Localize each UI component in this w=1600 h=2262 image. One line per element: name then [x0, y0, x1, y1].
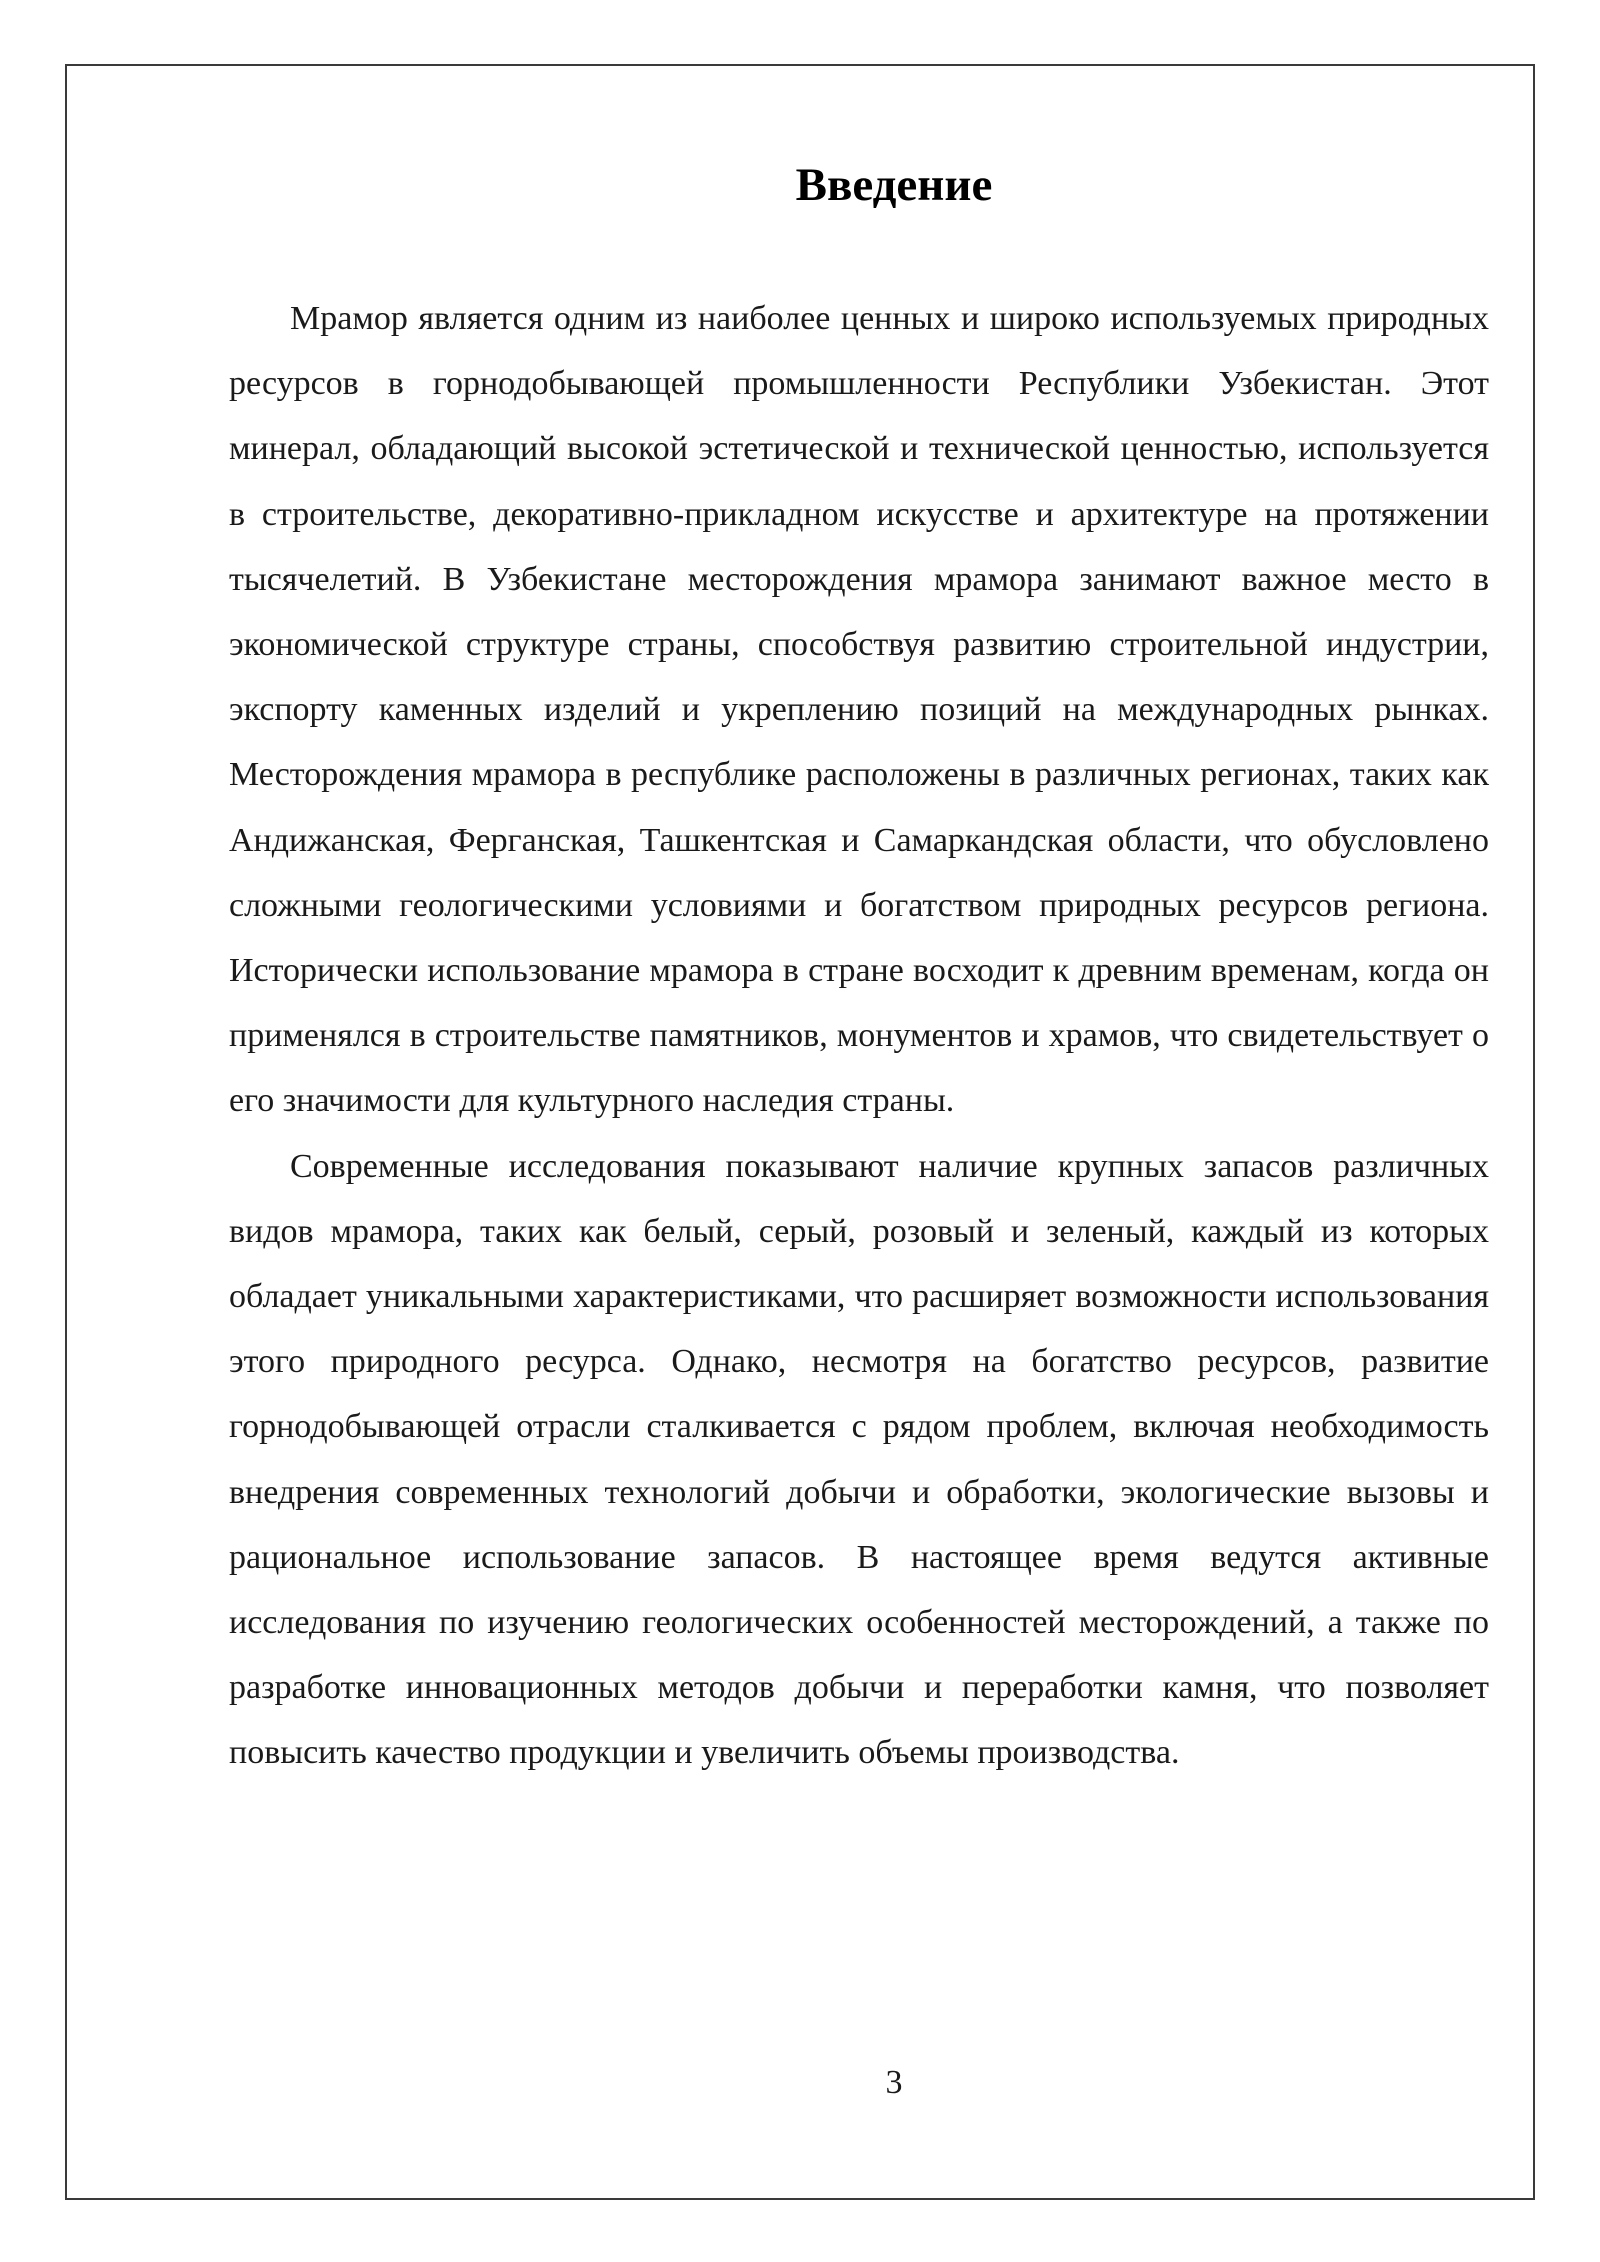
page-title: Введение: [795, 159, 993, 211]
paragraph-2: Современные исследования показывают наличие крупных запасов различных видов мрамора, таких как белый, серый, розовый и зеленый, каждый из которых обладает уникальными характеристиками, что расширяет возможности использования этого природного ресурса. Однако, несмотря на богатство ресурсов, развитие горнодобывающей отрасли сталкивается с рядом проблем, включая необходимость внедрения современных технологий добычи и обработки, экологические вызовы и рациональное использование запасов. В настоящее время ведутся активные исследования по изучению геологических особенностей месторождений, а также по разработке инновационных методов добычи и переработки камня, что позволяет повысить качество продукции и увеличить объемы производства.: [229, 1147, 1489, 1772]
page-number: 3: [885, 2064, 903, 2101]
paragraph-1: Мрамор является одним из наиболее ценных и широко используемых природных ресурсов в горнодобывающей промышленности Республики Узбекистан. Этот минерал, обладающий высокой эстетической и технической ценностью, используется в строительстве, декоративно-прикладном искусстве и архитектуре на протяжении тысячелетий. В Узбекистане месторождения мрамора занимают важное место в экономической структуре страны, способствуя развитию строительной индустрии, экспорту каменных изделий и укреплению позиций на международных рынках. Месторождения мрамора в республике расположены в различных регионах, таких как Андижанская, Ферганская, Ташкентская и Самаркандская области, что обусловлено сложными геологическими условиями и богатством природных ресурсов региона. Исторически использование мрамора в стране восходит к древним временам, когда он применялся в строительстве памятников, монументов и храмов, что свидетельствует о его значимости для культурного наследия страны.: [229, 300, 1489, 1120]
document-body: [229, 286, 1489, 1786]
